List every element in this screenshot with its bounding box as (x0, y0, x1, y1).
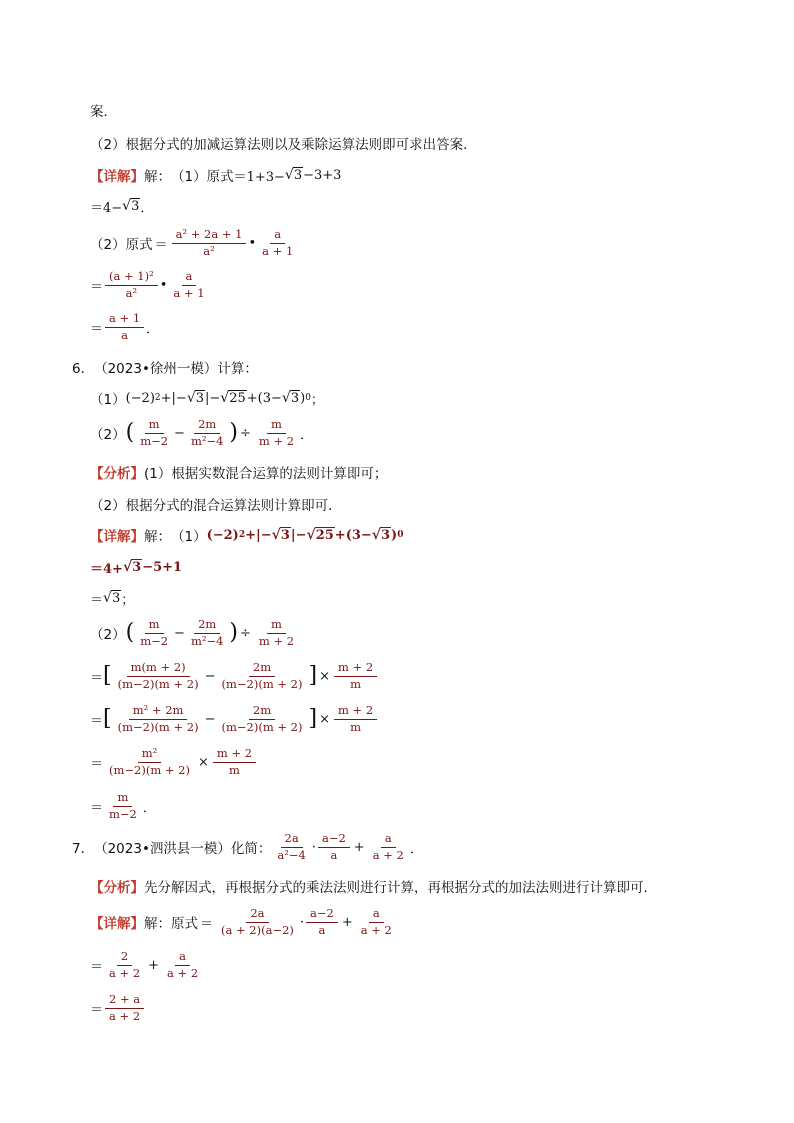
fraction (172, 228, 247, 257)
numerator: 2m (194, 418, 220, 433)
denominator: (m−2)(m + 2) (221, 676, 303, 691)
denominator: a + 2 (372, 847, 404, 862)
numerator: m² + 2m (129, 704, 188, 719)
radicand: 3 (195, 391, 205, 406)
text: ． (142, 800, 156, 816)
text: [ (103, 706, 112, 731)
text: • (248, 235, 257, 251)
radicand: 3 (280, 528, 290, 543)
math-line (90, 196, 153, 216)
denominator: m−2 (140, 433, 169, 448)
radicand: 3 (132, 560, 142, 575)
question-number: 6． (72, 361, 95, 377)
text-line (90, 133, 477, 153)
numerator: m + 2 (213, 747, 256, 762)
text: （2） (90, 237, 126, 253)
text: ＝ (90, 592, 104, 608)
fraction (258, 228, 297, 257)
denominator: m + 2 (258, 433, 295, 448)
denominator: a + 1 (173, 285, 205, 300)
exponent: 0 (397, 530, 404, 540)
numerator: m + 2 (334, 704, 377, 719)
text: 先分解因式，再根据分式的乘法法则进行计算，再根据分式的加法法则进行计算即可． (144, 880, 657, 896)
denominator: a² (125, 285, 138, 300)
denominator: (m−2)(m + 2) (117, 719, 199, 734)
text: × (319, 668, 330, 684)
text: （2） (90, 427, 126, 443)
denominator: a + 2 (109, 965, 141, 980)
fraction (218, 704, 307, 733)
detail-line (90, 165, 341, 185)
numerator: 2m (249, 704, 275, 719)
radicand: 3 (131, 199, 140, 214)
analysis-line (90, 876, 657, 896)
fraction (217, 907, 298, 936)
detail-tag: 【详解】 (90, 916, 144, 932)
math-line (90, 266, 211, 304)
exponent: 2 (154, 393, 161, 403)
denominator: m + 2 (258, 633, 295, 648)
sqrt-3: √ 3 (371, 527, 391, 543)
numerator: a (381, 832, 396, 847)
text: [ (103, 663, 112, 688)
numerator: 2a (281, 832, 303, 847)
denominator: a² (203, 243, 215, 258)
numerator: a−2 (306, 907, 338, 922)
numerator: a−2 (318, 832, 350, 847)
text: (−2) (206, 527, 239, 543)
text: • (159, 277, 168, 293)
text: ； (121, 592, 135, 608)
numerator: m + 2 (334, 661, 377, 676)
question-number: 7． (72, 841, 95, 857)
fraction (187, 618, 227, 647)
text: ＝ (90, 670, 104, 686)
text: 原式 (171, 916, 198, 932)
text: ) (229, 420, 239, 445)
fraction (187, 418, 227, 447)
denominator: m−2 (140, 633, 169, 648)
text: ÷ (240, 625, 251, 641)
text: ＝ (90, 279, 104, 295)
denominator: (m−2)(m + 2) (109, 762, 190, 777)
detail-line (90, 525, 403, 545)
denominator: a²−4 (277, 847, 306, 862)
text: ) (229, 620, 239, 645)
numerator: 2m (249, 661, 275, 676)
fraction (105, 270, 158, 299)
text: ＝1+3− (233, 169, 285, 185)
text: 原式 (206, 169, 234, 185)
denominator: a + 2 (360, 922, 392, 937)
text: （2）根据分式的混合运算法则计算即可． (90, 498, 342, 514)
fraction (334, 704, 377, 733)
math-line (90, 946, 204, 984)
denominator: m (229, 762, 240, 777)
analysis-tag: 【分析】 (90, 466, 144, 482)
denominator: m²−4 (190, 433, 224, 448)
radicand: 3 (293, 168, 303, 183)
question-header (72, 828, 423, 866)
text: |− (290, 527, 307, 543)
text: ＝4− (90, 200, 123, 216)
text: ] (308, 663, 318, 688)
text: 原式 (125, 237, 153, 253)
math-line (90, 787, 156, 825)
text: ＝ (154, 237, 168, 253)
text: ． (140, 200, 154, 216)
text: × (319, 711, 330, 727)
math-line (90, 557, 182, 577)
text: + (148, 957, 160, 973)
numerator: a + 1 (105, 312, 144, 327)
sqrt-3: √ 3 (103, 590, 121, 606)
text: ＝ (90, 321, 104, 337)
sqrt-3: √ 3 (271, 527, 290, 543)
denominator: a + 1 (262, 243, 294, 258)
numerator: m (267, 418, 286, 433)
denominator: (m−2)(m + 2) (117, 676, 199, 691)
text: |− (205, 390, 221, 406)
fraction (105, 747, 194, 776)
numerator: a (270, 228, 285, 243)
numerator: 2m (194, 618, 220, 633)
math-line (90, 414, 313, 452)
numerator: 2 (117, 950, 132, 965)
text: (−2) (125, 390, 155, 406)
text: ) (300, 390, 306, 406)
fraction (105, 312, 144, 341)
text: − (174, 625, 185, 641)
text: ． (146, 321, 160, 337)
text: + (353, 839, 365, 855)
numerator: m (113, 791, 132, 806)
numerator: m² (138, 747, 162, 762)
radicand: 25 (315, 528, 334, 543)
text: （1） (90, 392, 126, 408)
fraction (169, 270, 208, 299)
fraction (213, 747, 256, 776)
math-line (90, 743, 258, 781)
fraction (114, 661, 203, 690)
fraction (357, 907, 396, 936)
detail-line (90, 903, 398, 941)
text: ＝ (90, 959, 104, 975)
fraction (136, 618, 172, 647)
denominator: (m−2)(m + 2) (221, 719, 303, 734)
question-source: （2023•徐州一模）计算： (94, 361, 258, 377)
numerator: 2a (246, 907, 268, 922)
denominator: a + 2 (167, 965, 199, 980)
denominator: m−2 (109, 806, 137, 821)
text: （2）根据分式的加减运算法则以及乘除运算法则即可求出答案． (90, 137, 477, 153)
text: ． (300, 427, 314, 443)
numerator: a² + 2a + 1 (172, 228, 247, 243)
text: · (299, 914, 305, 930)
text: （2） (90, 627, 126, 643)
radicand: 3 (380, 528, 391, 543)
numerator: (a + 1)² (105, 270, 158, 285)
fraction (369, 832, 408, 861)
text: ＝ (90, 1002, 104, 1018)
text: ＝4+ (90, 561, 123, 577)
text: × (198, 754, 209, 770)
text: +|− (160, 390, 187, 406)
numerator: a (369, 907, 384, 922)
text: ＝ (90, 800, 104, 816)
sqrt-3: √ 3 (281, 390, 300, 406)
math-line (90, 224, 299, 262)
radicand: 3 (111, 591, 121, 606)
detail-tag: 【详解】 (90, 169, 144, 185)
text: ． (409, 841, 423, 857)
denominator: a + 2 (109, 1008, 141, 1023)
denominator: m (350, 676, 362, 691)
text: − (174, 425, 185, 441)
numerator: a (175, 950, 190, 965)
denominator: m²−4 (190, 633, 224, 648)
math-line (90, 657, 379, 695)
sqrt-3: √ 3 (186, 390, 205, 406)
text: ＝ (90, 713, 104, 729)
fraction (255, 418, 298, 447)
fraction (255, 618, 298, 647)
math-line (90, 700, 379, 738)
text: +(3− (246, 390, 282, 406)
denominator: a (330, 847, 338, 862)
text: + (341, 914, 353, 930)
text: ； (310, 392, 324, 408)
radicand: 25 (229, 391, 246, 406)
text: +|− (245, 527, 272, 543)
fraction (306, 907, 338, 936)
fraction (273, 832, 309, 861)
text: +(3− (334, 527, 372, 543)
math-line (90, 588, 134, 608)
numerator: m(m + 2) (127, 661, 190, 676)
text: ) (391, 527, 398, 543)
denominator: (a + 2)(a−2) (221, 922, 294, 937)
sqrt-25: √ 25 (306, 527, 334, 543)
denominator: a (121, 327, 128, 342)
text: ＝ (90, 756, 104, 772)
text: ＝ (200, 916, 214, 932)
text: 解： (144, 169, 171, 185)
numerator: a (182, 270, 197, 285)
fraction (218, 661, 307, 690)
denominator: m (350, 719, 362, 734)
text: 案． (90, 104, 117, 120)
text: （1） (171, 529, 207, 545)
numerator: m (145, 618, 164, 633)
text: ÷ (240, 425, 251, 441)
numerator: m (145, 418, 164, 433)
text: − (204, 668, 216, 684)
text: ( (125, 420, 135, 445)
radicand: 3 (290, 391, 300, 406)
math-line (90, 614, 300, 652)
fraction (105, 993, 144, 1022)
fraction (114, 704, 203, 733)
text: (1）根据实数混合运算的法则计算即可； (144, 466, 388, 482)
math-line (90, 308, 159, 346)
text: （1） (171, 169, 207, 185)
fraction (163, 950, 202, 979)
math-line (90, 989, 146, 1027)
text: 解： (144, 916, 171, 932)
text: · (311, 839, 316, 855)
fraction (105, 950, 144, 979)
math-line (90, 388, 324, 408)
analysis-tag: 【分析】 (90, 880, 144, 896)
numerator: 2 + a (105, 993, 144, 1008)
fraction (136, 418, 172, 447)
sqrt-3: √ 3 (122, 198, 140, 214)
fraction (105, 791, 141, 820)
fraction (334, 661, 377, 690)
text-line (90, 100, 117, 120)
detail-tag: 【详解】 (90, 529, 144, 545)
text: ] (308, 706, 318, 731)
numerator: m (267, 618, 286, 633)
sqrt-25: √ 25 (220, 390, 246, 406)
exponent: 0 (305, 393, 311, 403)
analysis-line (90, 462, 387, 482)
sqrt-3: √ 3 (122, 559, 142, 575)
text: −5+1 (142, 559, 183, 575)
question-header (72, 357, 258, 377)
exponent: 2 (238, 530, 246, 540)
denominator: a (318, 922, 326, 937)
question-source: （2023•泗洪县一模）化简： (94, 841, 272, 857)
text: −3+3 (303, 167, 342, 183)
text: 解： (144, 529, 171, 545)
sqrt-3: √ 3 (284, 167, 303, 183)
text: − (204, 711, 216, 727)
fraction (318, 832, 350, 861)
text: ( (125, 620, 135, 645)
text-line (90, 494, 342, 514)
